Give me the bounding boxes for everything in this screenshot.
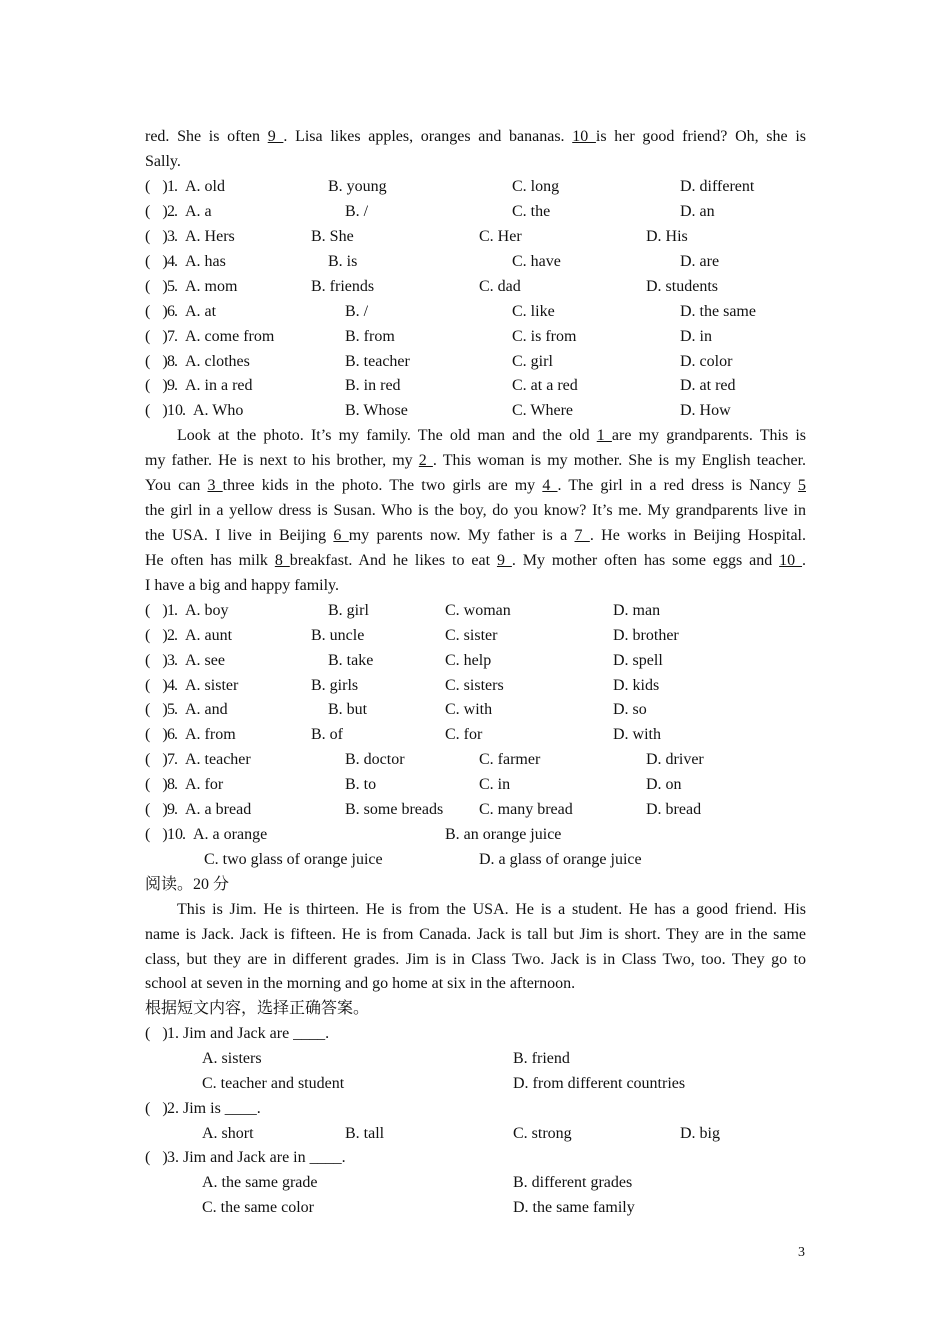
page-number: 3 (798, 1245, 805, 1260)
passage2-line: the USA. I live in Beijing 6 my parents now. My father is a 7 . He works in Beijing Hospital. (145, 527, 806, 544)
passage2-line: I have a big and happy family. (145, 577, 340, 594)
passage3-line: This is Jim. He is thirteen. He is from the USA. He is a student. He has a good friend. His (177, 901, 806, 918)
instruction: 根据短文内容，选择正确答案。 (145, 1000, 370, 1017)
passage2-line: Look at the photo. It’s my family. The old man and the old 1 are my grandparents. This is (177, 427, 806, 444)
passage2-line: the girl in a yellow dress is Susan. Who is the boy, do you know? It’s me. My grandparents live in (145, 502, 806, 519)
blank-10: 10 (572, 128, 596, 145)
blank-9: 9 (267, 128, 284, 145)
section-heading: 阅读。20 分 (145, 876, 230, 893)
passage1-line: red. She is often 9 . Lisa likes apples, oranges and bananas. 10 is her good friend? Oh, she is (145, 128, 806, 145)
passage1-line: Sally. (145, 153, 181, 170)
passage2-line: He often has milk 8 breakfast. And he likes to eat 9 . My mother often has some eggs and 10 . (145, 552, 806, 569)
passage2-line: my father. He is next to his brother, my 2 . This woman is my mother. She is my English teacher. (145, 452, 806, 469)
passage3-line: school at seven in the morning and go home at six in the afternoon. (145, 975, 576, 992)
passage3-line: class, but they are in different grades. Jim is in Class Two. Jack is in Class Two, too. They go to (145, 951, 806, 968)
passage2-line: You can 3 three kids in the photo. The two girls are my 4 . The girl in a red dress is Nancy 5 (145, 477, 806, 494)
passage3-line: name is Jack. Jack is fifteen. He is from Canada. Jack is tall but Jim is short. They are in the same (145, 926, 806, 943)
